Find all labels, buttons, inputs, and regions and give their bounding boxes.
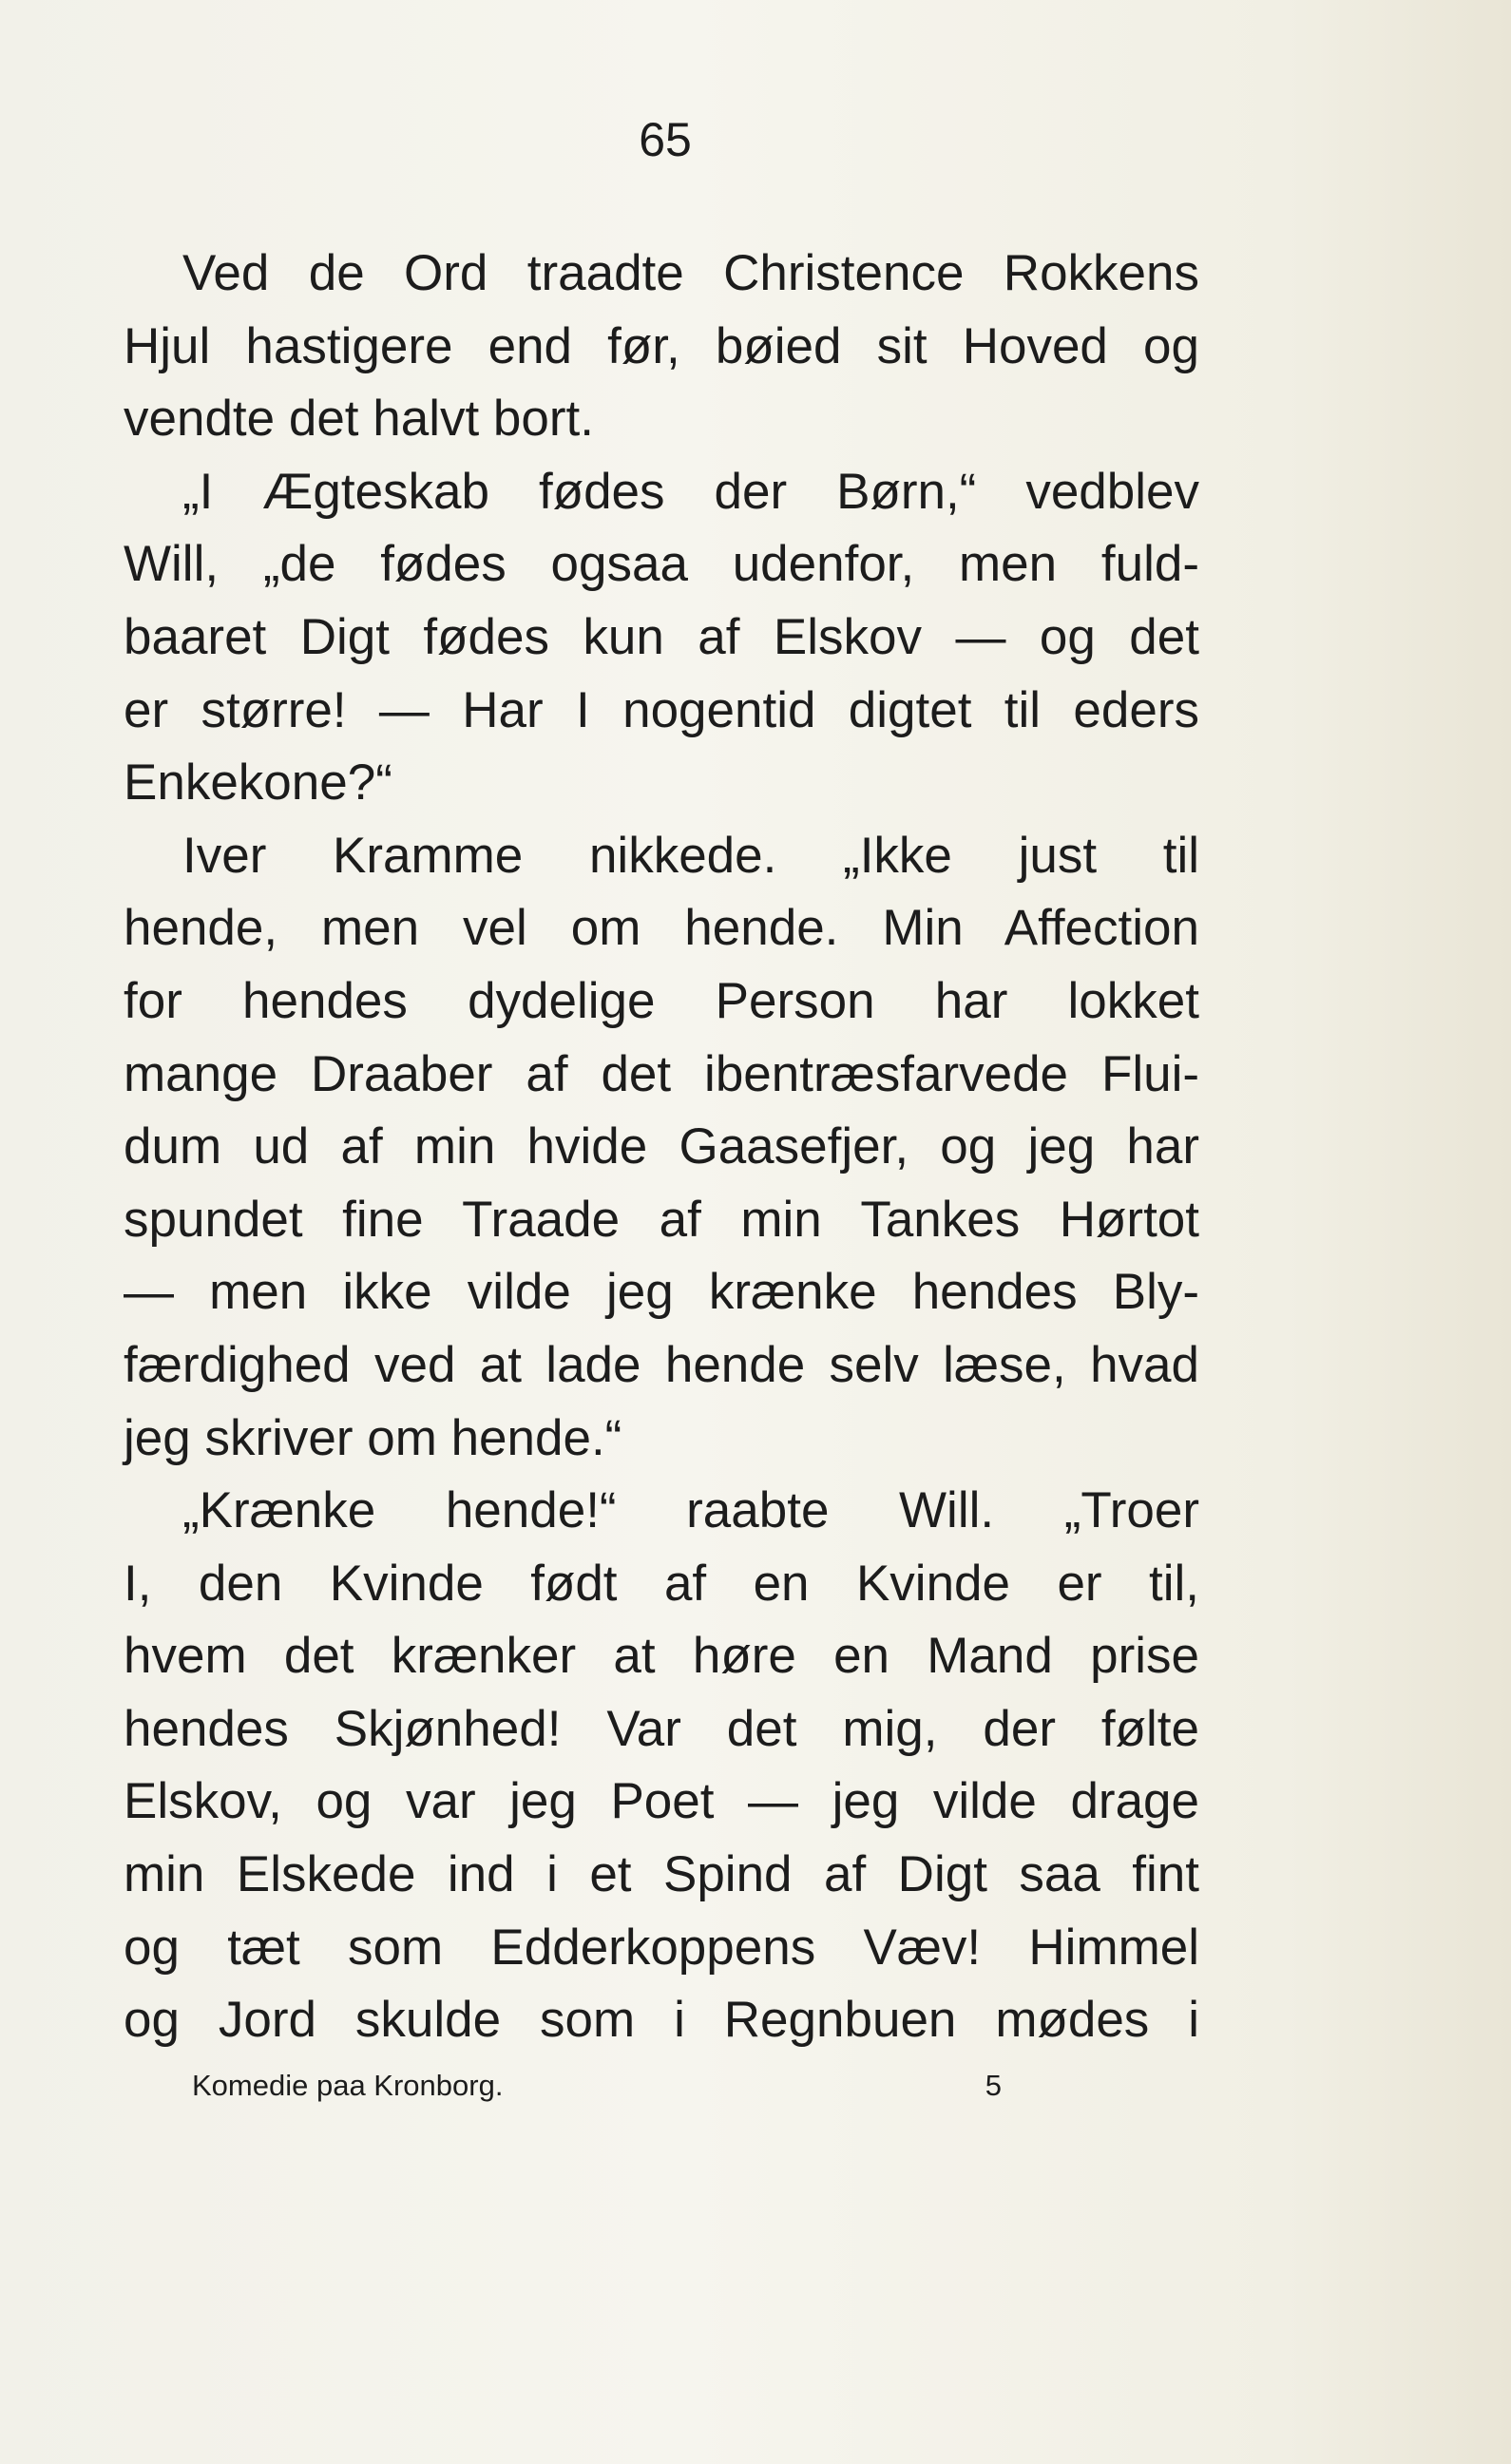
- footer-title: Komedie paa Kronborg.: [192, 2069, 504, 2102]
- text-line: Ved de Ord traadte Christence Rokkens: [182, 245, 1199, 301]
- text-line: og tæt som Edderkoppens Væv! Himmel: [124, 1919, 1199, 1976]
- text-line: baaret Digt fødes kun af Elskov — og det: [124, 608, 1199, 665]
- text-line: „Krænke hende!“ raabte Will. „Troer: [182, 1482, 1199, 1539]
- body-text: [124, 238, 1199, 2057]
- text-line: færdighed ved at lade hende selv læse, hvad: [124, 1336, 1199, 1393]
- text-line: og Jord skulde som i Regnbuen mødes i: [124, 1992, 1199, 2049]
- page-number: 65: [639, 113, 692, 166]
- text-line: mange Draaber af det ibentræsfarvede Flui-: [124, 1045, 1199, 1102]
- text-line: Iver Kramme nikkede. „Ikke just til: [182, 827, 1199, 884]
- text-line: I, den Kvinde født af en Kvinde er til,: [124, 1555, 1199, 1612]
- text-line: hende, men vel om hende. Min Affection: [124, 900, 1199, 957]
- text-line: min Elskede ind i et Spind af Digt saa fint: [124, 1846, 1199, 1903]
- text-line: vendte det halvt bort.: [124, 391, 594, 448]
- text-line: hendes Skjønhed! Var det mig, der følte: [124, 1700, 1199, 1757]
- text-line: hvem det krænker at høre en Mand prise: [124, 1628, 1199, 1685]
- text-line: Elskov, og var jeg Poet — jeg vilde drage: [124, 1773, 1199, 1830]
- text-line: Will, „de fødes ogsaa udenfor, men fuld-: [124, 536, 1199, 593]
- text-line: Enkekone?“: [124, 754, 392, 812]
- text-line: dum ud af min hvide Gaasefjer, og jeg har: [124, 1118, 1199, 1175]
- text-line: er større! — Har I nogentid digtet til eders: [124, 681, 1199, 738]
- signature-mark: 5: [985, 2069, 1002, 2102]
- page-footer: [192, 2067, 1002, 2105]
- text-line: for hendes dydelige Person har lokket: [124, 972, 1199, 1029]
- text-line: spundet fine Traade af min Tankes Hørtot: [124, 1191, 1199, 1248]
- text-line: „I Ægteskab fødes der Børn,“ vedblev: [182, 463, 1199, 520]
- text-line: jeg skriver om hende.“: [124, 1409, 622, 1466]
- text-line: — men ikke vilde jeg krænke hendes Bly-: [124, 1264, 1199, 1321]
- text-line: Hjul hastigere end før, bøied sit Hoved og: [124, 317, 1199, 374]
